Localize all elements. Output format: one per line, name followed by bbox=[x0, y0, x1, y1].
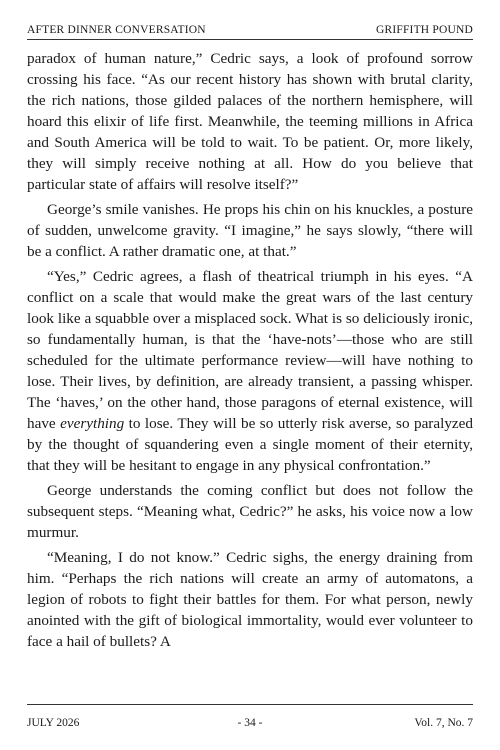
volume-number: Vol. 7, No. 7 bbox=[414, 717, 473, 729]
paragraph-5: “Meaning, I do not know.” Cedric sighs, the energy draining from him. “Perhaps the rich nations will create an army of automatons, a legion of robots to fight their battles for them. For what person, newly anointed with the gift of biological immortality, would ever volunteer to face a hail of bullets? A bbox=[27, 549, 473, 650]
paragraph-2: George’s smile vanishes. He props his chin on his knuckles, a posture of sudden, unwelcome gravity. “I imagine,” he says slowly, “there will be a conflict. A rather dramatic one, at that.” bbox=[27, 201, 473, 260]
page-number: - 34 - bbox=[237, 717, 263, 729]
running-footer bbox=[27, 704, 473, 731]
journal-title: AFTER DINNER CONVERSATION bbox=[27, 24, 206, 36]
paragraph-1: paradox of human nature,” Cedric says, a look of profound sorrow crossing his face. “As our recent history has shown with brutal clarity, the rich nations, those gilded palaces of the northern hemisphere, will hoard this elixir of life first. Meanwhile, the teeming millions in Africa and South America will be told to wait. To be patient. Or, more likely, they will simply receive nothing at all. How do you believe that particular state of affairs will resolve itself?” bbox=[27, 50, 473, 193]
emphasis-text: everything bbox=[60, 415, 125, 432]
paragraph-3 bbox=[27, 266, 473, 476]
running-header bbox=[27, 16, 473, 40]
paragraph-4: George understands the coming conflict but does not follow the subsequent steps. “Meaning what, Cedric?” he asks, his voice now a low murmur. bbox=[27, 482, 473, 541]
paragraph-3-part-2: to lose. They will be so utterly risk averse, so paralyzed by the thought of squandering even a single moment of their eternity, that they will be hesitant to engage in any physical confrontation.” bbox=[27, 415, 473, 474]
author-name: GRIFFITH POUND bbox=[375, 24, 473, 36]
issue-date: JULY 2026 bbox=[27, 717, 80, 729]
article-body bbox=[27, 48, 473, 656]
paragraph-3-part-1: “Yes,” Cedric agrees, a flash of theatrical triumph in his eyes. “A conflict on a scale that would make the great wars of the last century look like a squabble over a misplaced sock. What is so deliciously ironic, so fundamentally human, is that the ‘have-nots’—those who are still scheduled for the ultimate performance review—will have nothing to lose. Their lives, by definition, are already transient, a passing whisper. The ‘haves,’ on the other hand, those paragons of eternal existence, will have bbox=[27, 268, 473, 432]
